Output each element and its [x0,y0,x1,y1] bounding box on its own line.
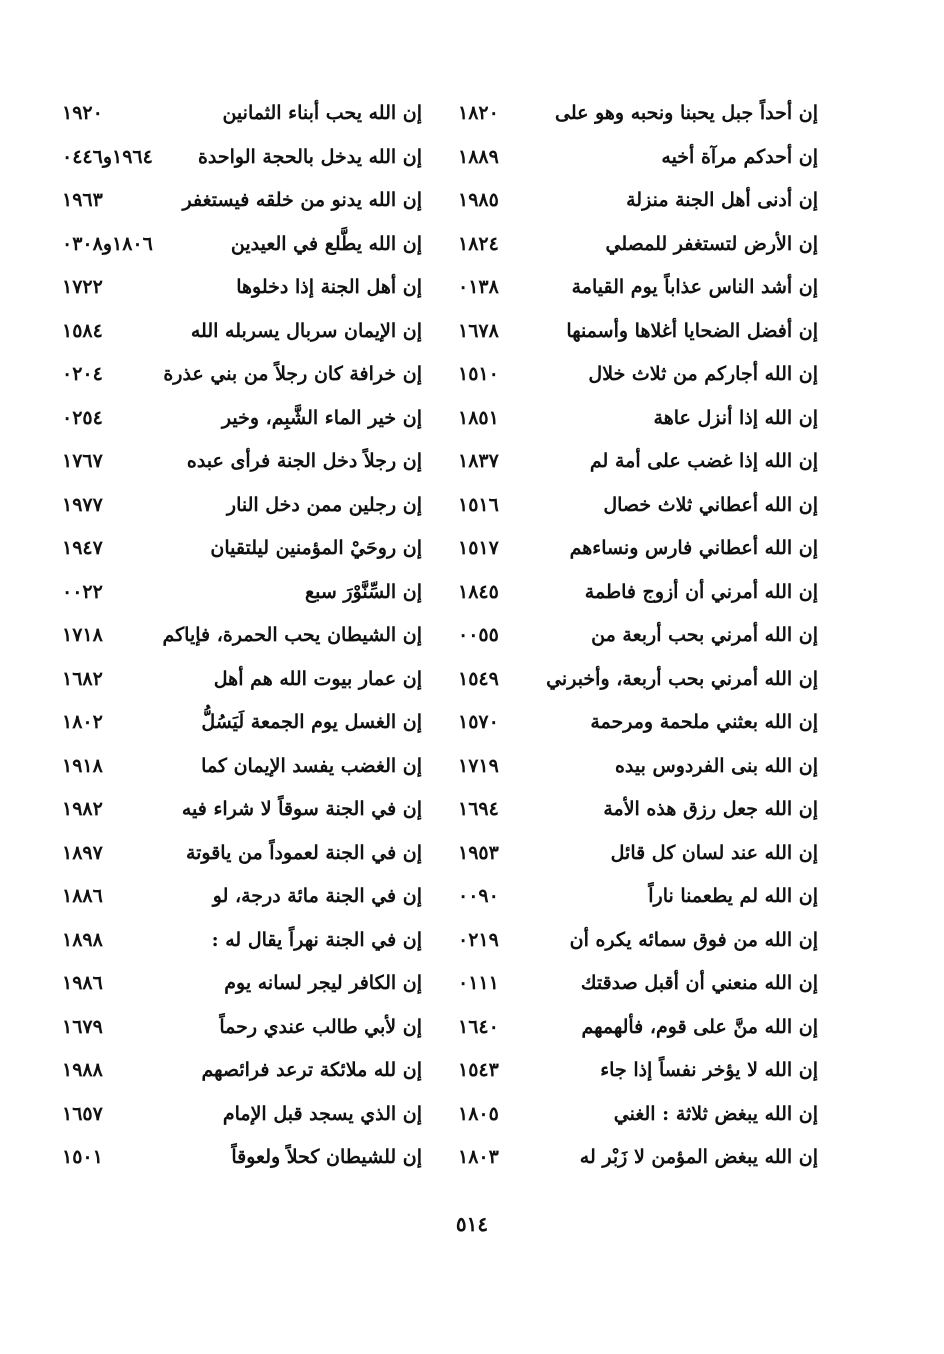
entry-text: إن الله يدنو من خلقه فيستغفر [182,189,422,211]
index-entry [62,1097,422,1141]
entry-text: إن السِّنَّوْرَ سبع [305,580,422,603]
entry-number: ٠١٣٨ [458,276,499,298]
entry-number: ١٩٨٢ [62,798,103,820]
index-entry [62,575,422,619]
page-number: ٥١٤ [455,1212,489,1236]
index-entry [62,662,422,706]
entry-number: ١٥٤٣ [458,1059,499,1081]
entry-text: إن في الجنة نهراً يقال له : [211,928,422,951]
index-entry [458,96,818,140]
entry-text: إن أحدكم مرآة أخيه [661,145,818,168]
index-entry [62,270,422,314]
entry-number: ١٩٦٤و٠٤٤٦ [62,145,153,168]
index-entry [458,662,818,706]
index-entry [458,401,818,445]
entry-number: ١٨٢٠ [458,102,499,124]
index-entry [458,444,818,488]
index-column-left [62,96,422,1184]
index-entry [62,444,422,488]
entry-text: إن الله يدخل بالحجة الواحدة [197,145,422,168]
index-entry [62,488,422,532]
entry-text: إن أحداً جبل يحبنا ونحبه وهو على [555,102,818,124]
index-column-right [458,96,818,1184]
entry-number: ١٥١٠ [458,363,499,385]
entry-number: ١٨٨٦ [62,885,103,907]
entry-number: ١٧١٨ [62,624,103,646]
entry-text: إن الله أمرني بحب أربعة، وأخبرني [546,667,818,690]
index-entry [62,618,422,662]
index-entry [62,1140,422,1184]
entry-text: إن الله منَّ على قوم، فألهمهم [581,1015,818,1038]
index-entry [458,836,818,880]
index-entry [458,1010,818,1054]
entry-text: إن الله يحب أبناء الثمانين [222,102,422,124]
entry-text: إن الله إذا غضب على أمة لم [589,450,818,472]
entry-text: إن في الجنة سوقاً لا شراء فيه [181,798,422,820]
index-entry [62,1010,422,1054]
entry-text: إن أفضل الضحايا أغلاها وأسمنها [566,319,818,342]
entry-text: إن للشيطان كحلاً ولعوقاً [231,1146,422,1168]
index-entry [62,966,422,1010]
entry-number: ٠٢٥٤ [62,406,103,429]
entry-text: إن الله من فوق سمائه يكره أن [569,928,818,951]
index-entry [62,923,422,967]
index-entry [458,879,818,923]
entry-text: إن خرافة كان رجلاً من بني عذرة [163,363,422,385]
entry-text: إن خير الماء الشَّبِم، وخير [221,406,422,429]
entry-text: إن الله يطَّلع في العيدين [230,232,422,255]
entry-text: إن أدنى أهل الجنة منزلة [626,189,818,211]
entry-text: إن الشيطان يحب الحمرة، فإياكم [162,624,422,646]
entry-number: ٠٠٢٢ [62,580,103,603]
entry-text: إن الكافر ليجر لسانه يوم [224,972,422,994]
entry-number: ١٩٦٣ [62,189,103,211]
index-entry [62,227,422,271]
entry-text: إن الله يبغض المؤمن لا زَبْر له [579,1146,818,1168]
entry-number: ١٩٨٨ [62,1059,103,1081]
entry-number: ١٨٨٩ [458,145,499,168]
entry-number: ١٨٣٧ [458,450,499,472]
entry-number: ١٥٠١ [62,1146,103,1168]
entry-text: إن الله إذا أنزل عاهة [653,406,818,429]
index-entry [458,140,818,184]
index-entry [458,1053,818,1097]
entry-number: ١٩٨٥ [458,189,499,211]
entry-text: إن الله عند لسان كل قائل [610,841,818,864]
index-entry [458,314,818,358]
entry-text: إن رجلاً دخل الجنة فرأى عبده [186,450,422,472]
entry-number: ١٧٦٧ [62,450,103,472]
entry-text: إن الله لا يؤخر نفساً إذا جاء [600,1059,818,1081]
entry-text: إن عمار بيوت الله هم أهل [213,667,422,690]
entry-number: ١٨٩٧ [62,841,103,864]
entry-number: ١٨٩٨ [62,928,103,951]
entry-number: ١٦٨٢ [62,667,103,690]
entry-number: ١٥١٧ [458,537,499,559]
entry-number: ٠١١١ [458,972,499,994]
entry-number: ١٨٠٢ [62,711,103,733]
entry-number: ١٥٨٤ [62,319,103,342]
index-entry [458,227,818,271]
index-entry [62,140,422,184]
entry-number: ١٨٢٤ [458,232,499,255]
index-entry [62,357,422,401]
entry-text: إن في الجنة لعموداً من ياقوتة [185,841,422,864]
index-entry [458,792,818,836]
entry-text: إن أهل الجنة إذا دخلوها [236,276,422,298]
entry-text: إن في الجنة مائة درجة، لو [212,885,422,907]
index-entry [458,575,818,619]
index-entry [458,183,818,227]
index-entry [458,705,818,749]
index-entry [62,183,422,227]
entry-text: إن الله أمرني أن أزوج فاطمة [584,580,818,603]
index-entry [458,488,818,532]
index-entry [62,401,422,445]
index-entry [458,1140,818,1184]
entry-text: إن الأرض لتستغفر للمصلي [605,232,818,255]
entry-number: ٠٢١٩ [458,928,499,951]
index-entry [62,705,422,749]
entry-text: إن الله بعثني ملحمة ومرحمة [590,711,818,733]
entry-number: ٠٢٠٤ [62,363,103,385]
index-entry [62,792,422,836]
entry-number: ١٩٥٣ [458,841,499,864]
index-entry [458,357,818,401]
entry-number: ١٨٠٣ [458,1146,499,1168]
entry-number: ١٩٨٦ [62,972,103,994]
index-entry [62,531,422,575]
entry-number: ١٩١٨ [62,754,103,777]
entry-number: ٠٠٩٠ [458,885,499,907]
entry-text: إن الله جعل رزق هذه الأمة [603,798,818,820]
entry-text: إن رجلين ممن دخل النار [226,493,422,516]
entry-text: إن الإيمان سربال يسربله الله [190,319,422,342]
entry-number: ١٩٧٧ [62,493,103,516]
entry-number: ١٦٤٠ [458,1015,499,1038]
entry-number: ١٦٩٤ [458,798,499,820]
entry-number: ٠٠٥٥ [458,624,499,646]
entry-number: ١٦٧٩ [62,1015,103,1038]
entry-text: إن الله بنى الفردوس بيده [614,754,818,777]
entry-number: ١٨٠٦و٠٣٠٨ [62,232,153,255]
entry-text: إن لله ملائكة ترعد فرائصهم [201,1059,422,1081]
index-entry [62,314,422,358]
entry-text: إن الله أجاركم من ثلاث خلال [588,363,818,385]
index-entry [458,749,818,793]
entry-text: إن لأبي طالب عندي رحماً [219,1015,422,1038]
index-entry [458,966,818,1010]
entry-number: ١٩٤٧ [62,537,103,559]
entry-text: إن الله أمرني بحب أربعة من [591,624,818,646]
entry-text: إن الله منعني أن أقبل صدقتك [580,972,818,994]
index-entry [62,96,422,140]
entry-number: ١٨٥١ [458,406,499,429]
entry-text: إن الغسل يوم الجمعة لَيَسُلُّ [201,711,422,733]
entry-text: إن الغضب يفسد الإيمان كما [201,754,422,777]
entry-number: ١٥١٦ [458,493,499,516]
index-entry [62,836,422,880]
index-entry [458,1097,818,1141]
entry-text: إن الله يبغض ثلاثة : الغني [613,1102,818,1125]
entry-text: إن الله أعطاني فارس ونساءهم [569,537,818,559]
index-entry [62,1053,422,1097]
entry-number: ١٦٧٨ [458,319,499,342]
entry-number: ١٦٥٧ [62,1102,103,1125]
entry-text: إن الله أعطاني ثلاث خصال [603,493,818,516]
index-entry [62,879,422,923]
entry-text: إن أشد الناس عذاباً يوم القيامة [571,276,818,298]
index-entry [458,531,818,575]
index-entry [62,749,422,793]
entry-text: إن الذي يسجد قبل الإمام [222,1102,422,1125]
index-entry [458,923,818,967]
entry-number: ١٥٤٩ [458,667,499,690]
entry-text: إن الله لم يطعمنا ناراً [648,885,818,907]
entry-number: ١٩٢٠ [62,102,103,124]
entry-number: ١٥٧٠ [458,711,499,733]
entry-text: إن روحَيْ المؤمنين ليلتقيان [210,537,422,559]
index-entry [458,618,818,662]
index-entry [458,270,818,314]
entry-number: ١٨٠٥ [458,1102,499,1125]
entry-number: ١٧١٩ [458,754,499,777]
entry-number: ١٧٢٢ [62,276,103,298]
entry-number: ١٨٤٥ [458,580,499,603]
